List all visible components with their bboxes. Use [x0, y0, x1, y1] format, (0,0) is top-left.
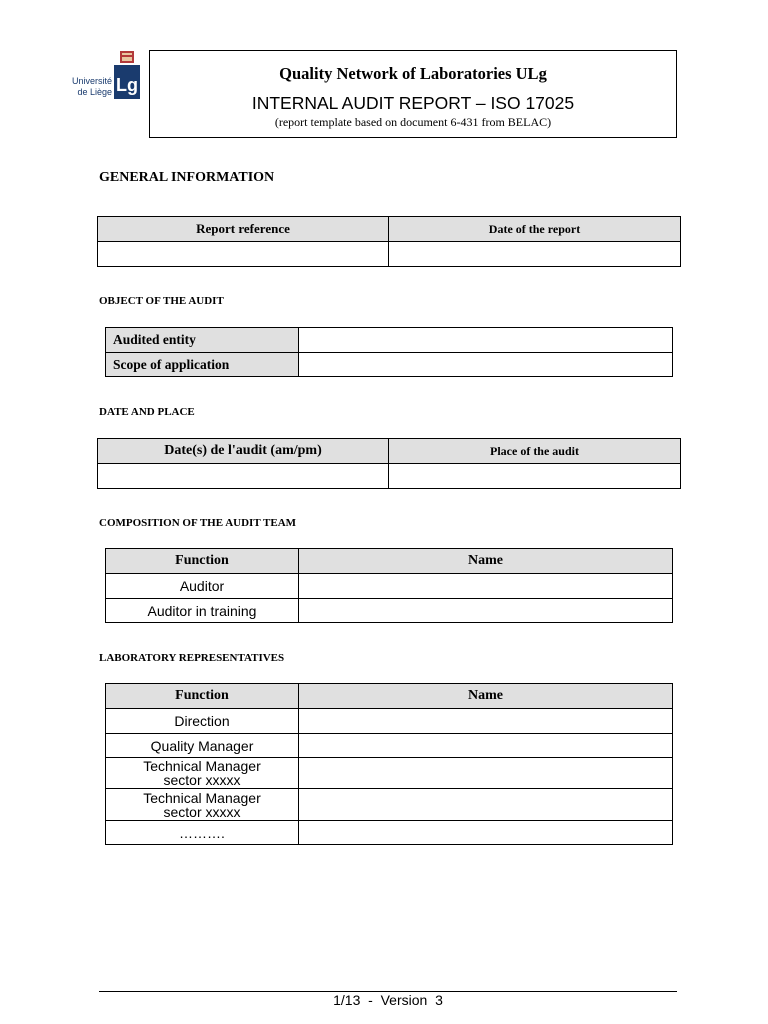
- name-field[interactable]: [299, 734, 673, 758]
- object-of-audit-table: [105, 327, 673, 377]
- name-field[interactable]: [299, 821, 673, 845]
- report-reference-field[interactable]: [98, 242, 389, 267]
- page-footer: 1/13 - Version 3: [333, 992, 443, 1008]
- audited-entity-label: Audited entity: [106, 328, 299, 353]
- general-information-table: [97, 216, 681, 267]
- table-row: [106, 789, 673, 821]
- section-heading-general-information: GENERAL INFORMATION: [99, 170, 275, 185]
- name-field[interactable]: [299, 758, 673, 789]
- function-cell: Technical Manager sector xxxxx: [106, 758, 299, 789]
- network-title: Quality Network of Laboratories ULg: [279, 64, 547, 83]
- column-header-function: Function: [106, 684, 299, 709]
- function-cell: Technical Manager sector xxxxx: [106, 789, 299, 821]
- report-title: INTERNAL AUDIT REPORT – ISO 17025: [251, 93, 575, 113]
- name-field[interactable]: [299, 599, 673, 623]
- table-row: [106, 821, 673, 845]
- function-cell: Quality Manager: [106, 734, 299, 758]
- function-cell: Auditor: [106, 574, 299, 599]
- section-heading-date-and-place: DATE AND PLACE: [99, 406, 195, 418]
- table-row: [106, 709, 673, 734]
- column-header-audit-dates: Date(s) de l'audit (am/pm): [98, 439, 389, 464]
- laboratory-representatives-table: [105, 683, 673, 845]
- place-of-audit-field[interactable]: [389, 464, 681, 489]
- audited-entity-field[interactable]: [299, 328, 673, 353]
- report-header: [149, 50, 677, 138]
- scope-of-application-label: Scope of application: [106, 353, 299, 377]
- function-cell: Auditor in training: [106, 599, 299, 623]
- section-heading-laboratory-representatives: LABORATORY REPRESENTATIVES: [99, 652, 285, 664]
- university-logo: [68, 46, 142, 102]
- report-subtitle: (report template based on document 6-431 from BELAC): [274, 115, 552, 129]
- audit-dates-field[interactable]: [98, 464, 389, 489]
- date-of-report-field[interactable]: [389, 242, 681, 267]
- table-row: [106, 758, 673, 789]
- name-field[interactable]: [299, 574, 673, 599]
- audit-team-table: [105, 548, 673, 623]
- table-row: [106, 734, 673, 758]
- name-field[interactable]: [299, 789, 673, 821]
- section-heading-object-of-audit: OBJECT OF THE AUDIT: [99, 295, 224, 307]
- function-cell: Direction: [106, 709, 299, 734]
- column-header-name: Name: [299, 684, 673, 709]
- column-header-function: Function: [106, 549, 299, 574]
- section-heading-audit-team: COMPOSITION OF THE AUDIT TEAM: [99, 517, 297, 529]
- column-header-report-reference: Report reference: [98, 217, 389, 242]
- column-header-name: Name: [299, 549, 673, 574]
- column-header-date-of-report: Date of the report: [389, 217, 681, 242]
- date-and-place-table: [97, 438, 681, 489]
- scope-of-application-field[interactable]: [299, 353, 673, 377]
- table-row: [106, 599, 673, 623]
- logo-wordmark: Université de Liège: [71, 76, 112, 97]
- function-cell: ……….: [106, 821, 299, 845]
- name-field[interactable]: [299, 709, 673, 734]
- logo-monogram-icon: [113, 50, 141, 100]
- table-row: [106, 574, 673, 599]
- column-header-place-of-audit: Place of the audit: [389, 439, 681, 464]
- svg-text:Lg: Lg: [116, 75, 138, 95]
